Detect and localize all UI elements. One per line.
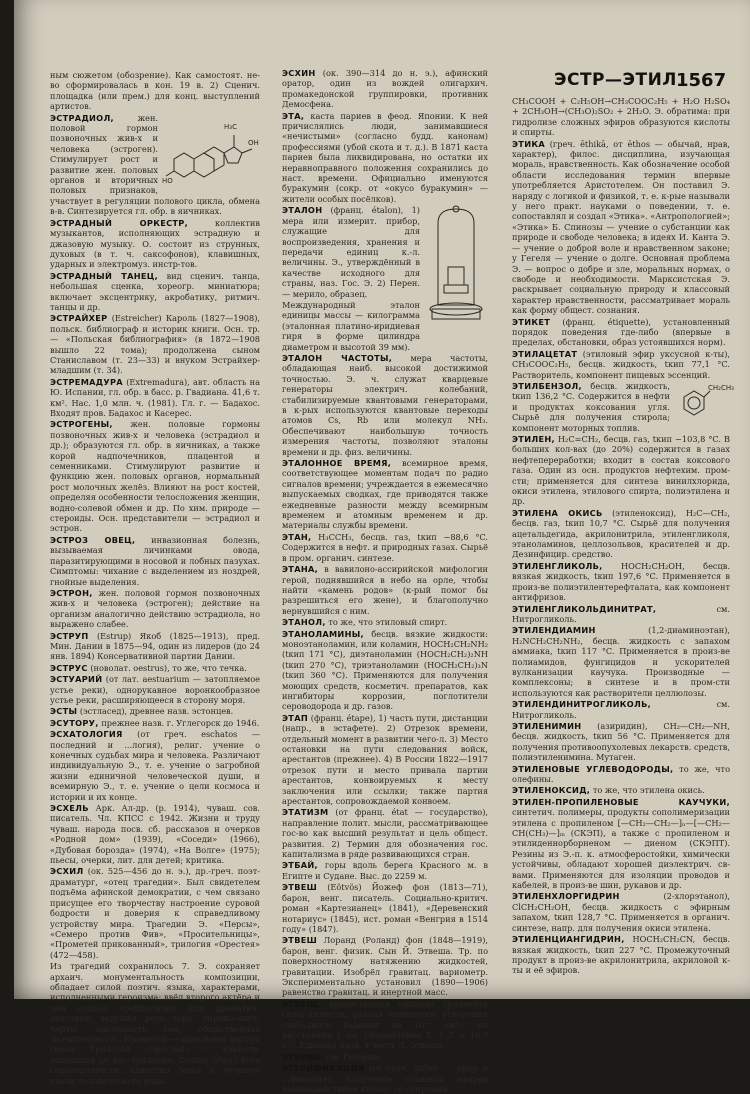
entry-text: (от лат. aestuarium — затопляемое устье реки), однорукавное воронкообразное устье реки, расширяющееся в сторону моря.	[50, 674, 260, 705]
dictionary-entry	[50, 961, 260, 1086]
entry-headword: ЭТА,	[282, 110, 305, 121]
entry-headword: ЭТИКА	[512, 138, 545, 149]
entry-headword: ЭТИЛЕНГЛИКОЛЬ,	[512, 560, 603, 571]
column-left	[50, 70, 261, 1086]
entry-headword: ЭСТРАЙХЕР	[50, 313, 108, 324]
dictionary-entry	[50, 663, 260, 673]
dictionary-entry	[512, 797, 730, 891]
entry-text: Международный эталон единицы массы — килограмма (эталонная платино-иридиевая гиря в форме цилиндра диаметром и высотой 39 мм).	[282, 299, 420, 352]
entry-text: (франц. étalon), 1) мера или измерит. прибор, служащие для воспроизведения, хранения и передачи единиц к.-л. величины. Э., утверждённый в качестве исходного для страны, наз. Гос. Э. 2) Перен. — мерило, образец.	[282, 205, 420, 299]
entry-text: HOCH₂CH₂OH, бесцв. вязкая жидкость, tкип 197,6 °C. Применяется в произ-ве полиэтилентерефталата, как компонент антифризов.	[512, 560, 730, 603]
entry-headword: ЭТИЛАЦЕТАТ	[512, 348, 578, 359]
entry-headword: ЭСТРЕМАДУРА	[50, 376, 123, 387]
entry-text: (Estrup) Якоб (1825—1913), пред. Мин. Дании в 1875—94, один из лидеров (до 24 янв. 1894) Консервативной партии Дании.	[50, 630, 260, 662]
entry-text: (ок. 525—456 до н. э.), др.-греч. поэт-драматург, «отец трагедии». Был свидетелем подъёма афинской демократии, с чем связано присущее его творчеству настроение суровой бодрости и доверия к справедливому устройству мира. Трагедии Э. «Персы», «Семеро против Фив», «Просительницы», «Прометей прикованный», трилогия «Орестея» (472—458).	[50, 866, 260, 960]
entry-headword: ЭТАН,	[282, 531, 312, 542]
entry-text: см. Нитрогликоль.	[512, 603, 730, 624]
dictionary-entry	[512, 764, 730, 785]
svg-text:CH₂CH₃: CH₂CH₃	[708, 383, 734, 392]
entry-headword: ЭТАНОЛАМИНЫ,	[282, 628, 364, 639]
entry-text: жен. половой гормон позвоночных жив-х и человека (эстроген); действие на организм аналогично действию эстрадиола, но выражено слабее.	[50, 587, 260, 630]
entry-headword: ЭСТРАДИОЛ,	[50, 112, 114, 123]
dictionary-entry	[512, 625, 730, 698]
entry-headword: ЭСТРАДНЫЙ ОРКЕСТР,	[50, 217, 188, 228]
dictionary-entry	[282, 617, 488, 627]
dictionary-entry	[50, 70, 260, 112]
entry-headword: ЭТИЛЕНА ОКИСЬ	[512, 507, 603, 518]
dictionary-entry	[512, 349, 730, 380]
entry-text: бесцв. жидкость, tкип 136,2 °C. Содержится в нефти и продуктах коксования угля. Сырьё для получения стирола; компонент моторных топлив.	[512, 380, 670, 433]
entry-text: HOCH₂CH₂CN, бесцв. вязкая жидкость, tкип 227 °C. Промежуточный продукт в произ-ве акрилонитрила, акриловой к-ты и её эфиров.	[512, 934, 730, 976]
dictionary-entry	[282, 1063, 488, 1094]
entry-text: ным сюжетом (обозрение). Как самостоят. не-во сформировалась в кон. 19 в. 2) Сценич. площадка (или прем.) для конц. выступлений артистов.	[50, 70, 260, 112]
dictionary-entry	[282, 882, 488, 934]
entry-text: синтетич. полимеры, продукты сополимеризации этилена с пропиленом [—CH₂—CH₂—]ₙ—[—CH₂—CH(CH₃)—]ₘ (СКЭП), а также с пропиленом и этилиденнорборненом — диеном (СКЭПТ). Резины из Э.-п. к. атмосферостойки, химически устойчивы, обладают хорошей диэлектрич. св-вами. Применяются для изоляции проводов и кабелей, в произ-ве шин, рукавов и др.	[512, 807, 730, 891]
entry-text: H₃CCH₃, бесцв. газ, tкип −88,6 °C. Содержится в нефт. и природных газах. Сырьё в пром. органич. синтезе.	[282, 531, 488, 563]
dictionary-entry	[50, 271, 260, 313]
entry-text: (от франц. état — государство), направление полит. мысли, рассматривающее гос-во как высший результат и цель общест. развития. 2) Термин для обозначения гос. капитализма в ряде развивающихся стран.	[282, 807, 488, 860]
entry-headword: ЭСХИН	[282, 68, 316, 78]
entry-text: (франц. étiquette), установленный порядок поведения где-либо (впервые в пределах, обстановки, образ устоявшихся норм).	[512, 316, 730, 348]
entry-headword: ЭТИЛЕН-ПРОПИЛЕНОВЫЕ КАУЧУКИ,	[512, 796, 730, 807]
entry-text: (ок. 390—314 до н. э.), афинский оратор, один из вождей олигархич. промакедонской группировки, противник Демосфена.	[282, 68, 489, 110]
entry-headword: ЭТИЛЕНЦИАНГИДРИН,	[512, 934, 625, 945]
entry-text: Лоранд (Роланд) фон (1848—1919), барон, венг. физик. Сын Й. Этвеша. Тр. по поверхностному натяжению жидкостей, гравитации. Изобрёл гравитац. вариометр. Экспериментально установил (1890—1906) равенство гравитац. и инертной масс.	[282, 935, 489, 998]
page-number: 1567	[676, 70, 727, 91]
entry-text: (греч. ēthikā, от ēthos — обычай, нрав, характер), филос. дисциплина, изучающая мораль, нравственность. Как обозначение особой области исследования термин впервые употребляется Аристотелем. Он поставил Э. наряду с логикой и физикой, т. е. к-рые называли у него практ. науками о поведении, т. е. сопоставлял и создал «Этика». «Антропологией»; «Этика» Б. Спинозы — учение о субстанции как природе и свободе человека; в идеях И. Канта Э. — учение о доброй воле и нравственном законе; у Гегеля — учение о долге. Основная проблема Э. — вопрос о добре и зле, моральных нормах, о свободе и необходимости. Марксистская Э. раскрывает социальную природу и классовый характер нравственности, рассматривает мораль как форму общест. сознания.	[512, 138, 730, 316]
estradiol-structure-figure	[162, 113, 260, 185]
dictionary-entry	[282, 999, 488, 1051]
entry-headword: ЭСТРОН,	[50, 587, 93, 598]
entry-headword: ЭТИЛЕНОВЫЕ УГЛЕВОДОРОДЫ,	[512, 763, 674, 774]
entry-text: см. Гетерии.	[326, 1051, 382, 1062]
entry-headword: ЭТИЛЕНИМИН	[512, 720, 582, 731]
dictionary-entry	[512, 785, 730, 795]
dictionary-entry	[282, 935, 488, 997]
dictionary-entry	[50, 866, 260, 960]
entry-headword: ЭТИЛЕНГЛИКОЛЬДИНИТРАТ,	[512, 603, 657, 614]
ethylbenzene-structure-figure	[674, 381, 734, 421]
entry-text: (Estreicher) Кароль (1827—1908), польск. библиограф и историк книги. Осн. тр. — «Польская библиография» (в 1872—1908 вышло 22 тома); продолжена сыном Станиславом (т. 23—33) и внуком Эстрайхер-младшим (т. 34).	[50, 313, 260, 376]
entry-headword: ЭТИЛЕНДИНИТРОГЛИКОЛЬ,	[512, 699, 652, 710]
dictionary-entry	[50, 588, 260, 630]
entry-headword: ЭСТРУС	[50, 662, 88, 673]
dictionary-entry	[50, 313, 260, 375]
running-header: ЭСТР—ЭТИЛ	[554, 70, 677, 90]
entry-headword: ЭТАТИЗМ	[282, 807, 329, 818]
dictionary-entry	[512, 139, 730, 316]
dictionary-entry	[512, 380, 734, 433]
entry-headword: ЭСУТОРУ,	[50, 717, 99, 728]
entry-text: жен. половой гормон позвоночных жив-х и человека (эстроген). Стимулирует рост и развитие жен. половых органов и вторичных половых признаков, участвует в регуляции полового цикла, обмена в-в. Синтезируется гл. обр. в яичниках.	[50, 112, 260, 217]
entry-text: CH₃COOH + C₂H₅OH→CH₃COOC₂H₅ + H₂O H₂SO₄ + 2CH₃OH→(CH₃O)₂SO₂ + 2H₂O. Э. обратима: при гидролизе сложных эфиров образуются кислоты и спирты.	[512, 96, 730, 138]
dictionary-entry	[50, 803, 260, 865]
entry-headword: ЭСТУАРИЙ	[50, 674, 103, 685]
entry-headword: ЭТБАЙ,	[282, 860, 318, 871]
entry-text: внесистемная единица градиента силы тяжести, равная изменению ускорения свободного падения на 10⁻⁹ см/с² на расстоянии 1 см. Обозначение Е. 1 Е = 10⁻⁹ с⁻². Единица назв. в честь Л. Этвеша.	[282, 998, 488, 1051]
entry-headword: ЭСТРУП	[50, 630, 89, 641]
entry-text: (от греч. aither — эфир и ...фикация), получение сложных эфиров взаимодействием кислот со спиртами:	[282, 1063, 488, 1094]
dictionary-entry	[50, 718, 260, 728]
dictionary-entry	[512, 96, 730, 138]
entry-text: инвазионная болезнь, вызываемая личинками овода, паразитирующими в носовой и лобных пазухах. Симптомы: чихание с выделением из ноздрей, гнойные выделения.	[50, 534, 260, 587]
dictionary-entry	[512, 891, 730, 933]
entry-headword: ЭТИЛЕНОКСИД,	[512, 785, 591, 796]
svg-text:OH: OH	[248, 138, 259, 147]
dictionary-entry	[50, 631, 260, 662]
dictionary-entry	[50, 218, 260, 270]
entry-text: Арк. Ал-др. (р. 1914), чуваш. сов. писатель. Чл. КПСС с 1942. Жизни и труду чуваш. народа посв. сб. рассказов и очерков «Родной дом» (1939), «Соседи» (1966), «Дубовая борозда» (1974), «На Волге» (1975); пьесы, очерки, лит. для детей; критика.	[50, 803, 260, 866]
dictionary-entry	[282, 807, 488, 859]
dictionary-entry	[512, 934, 730, 976]
entry-text: мера частоты, обладающая наиб. высокой достижимой точностью. Э. ч. служат кварцевые генераторы электрич. колебаний, стабилизируемые квантовыми генераторами, в к-рых используются квантовые переходы атомов Cs, Rb или молекул NH₃. Обеспечивают наибольшую точность измерения частоты, позволяют эталоны времени и др. физ. величины.	[282, 352, 488, 457]
entry-text: (Eötvös) Йожеф фон (1813—71), барон, венг. писатель. Социально-критич. роман «Картезианец» (1841), «Деревенский нотариус» (1845), ист. роман «Венгрия в 1514 году» (1847).	[282, 882, 489, 934]
entry-headword: ЭСТРОГЕНЫ,	[50, 419, 113, 430]
entry-headword: ЭСХИЛ	[50, 866, 84, 877]
entry-text: бесцв. вязкие жидкости: моноэтаноламин, или коламин, HOCH₂CH₂NH₂ (tкип 171 °C), диэтаноламин (HOCH₂CH₂)₂NH (tкип 270 °C), триэтаноламин (HOCH₂CH₂)₃N (tкип 360 °C). Применяются для получения моющих средств, косметич. препаратов, как ингибиторы коррозии, поглотители сероводорода и др. газов.	[282, 628, 488, 712]
entry-headword: ЭСТЫ	[50, 706, 78, 717]
entry-headword: ЭТИЛЕНДИАМИН	[512, 625, 596, 636]
entry-text: вид сценич. танца, небольшая сценка, хореогр. миниатюра; включает эксцентрику, акробатику, ритмич. танцы и др.	[50, 270, 260, 312]
column-right	[512, 96, 734, 976]
entry-text: (новолат. oestrus), то же, что течка.	[90, 662, 247, 673]
entry-text: каста париев в феод. Японии. К ней причислялись люди, занимавшиеся «нечистыми» (согласно будд. канонам) профессиями (убой скота и т. д.). В 1871 каста париев была ликвидирована, но остатки их неравноправного положения сохранились до наст. времени. Официально именуются буракумин (сокр. от «окусо буракумин» — жители особых посёлков).	[282, 110, 488, 204]
entry-text: (Extremadura), авт. область на Ю. Испании, гл. обр. в басс. р. Гвадиана. 41,6 т. км². Нас. 1,0 млн. ч. (1981). Гл. г. — Бадахос. Входят пров. Бадахос и Касерес.	[50, 376, 261, 418]
entry-text: (2-хлорэтанол), ClCH₂CH₂OH, бесцв. жидкость с эфирным запахом, tкип 128,7 °C. Применяется в органич. синтезе, напр. для получения окиси этилена.	[512, 891, 730, 933]
entry-text: Из трагедий сохранилось 7. Э. сохраняет архаич. монументальность композиции, обладает силой поэтич. языка, характерами, исполненными героизма; ввёл второго актёра и тем создал предпосылки для драматич. действия; ведущая роль хора, лирико-эпич. черты, значимость тем, общественная значительность. Прометей — идеальная фигура героя. Трилогия «Орестея» — единств. дошедшая до нас трилогия. Создан образ бога справедливости, единство Зевса и лучшего удела человеческого рода.	[50, 961, 260, 1086]
entry-headword: ЭТАЛОН ЧАСТОТЫ,	[282, 352, 393, 363]
dictionary-entry	[512, 604, 730, 625]
entry-headword: ЭСХАТОЛОГИЯ	[50, 729, 123, 740]
dictionary-entry	[512, 721, 730, 763]
dictionary-entry	[282, 205, 488, 299]
entry-text: H₂C=CH₂, бесцв. газ, tкип −103,8 °C. В больших кол-вах (до 20%) содержится в газах нефтепереработки; входит в состав коксового газа. Один из осн. продуктов нефтехим. пром-сти; применяется для синтеза винилхлорида, окиси этилена, этилового спирта, полиэтилена и др.	[512, 434, 730, 507]
dictionary-entry	[512, 561, 730, 603]
entry-headword: ЭТВЕШ	[282, 882, 318, 893]
entry-text: (эстласед), древнее назв. эстонцев.	[79, 706, 234, 717]
entry-headword: ЭТВЕШ,	[282, 998, 321, 1009]
svg-text:H₃C: H₃C	[224, 122, 237, 131]
entry-text: см. Нитрогликоль.	[512, 699, 730, 720]
entry-headword: ЭТИЛЕНХЛОРГИДРИН	[512, 891, 620, 902]
entry-headword: ЭТАП	[282, 712, 308, 723]
dictionary-entry	[282, 353, 488, 457]
entry-headword: ЭСХЕЛЬ	[50, 803, 89, 814]
dictionary-entry	[282, 1052, 488, 1062]
dictionary-entry	[50, 377, 260, 419]
dictionary-entry	[282, 111, 488, 205]
dictionary-entry	[282, 458, 488, 531]
dictionary-entry	[282, 68, 488, 110]
dictionary-entry	[282, 532, 488, 563]
entry-headword: ЭСТРОЗ ОВЕЦ,	[50, 534, 136, 545]
entry-headword: ЭТАНОЛ,	[282, 617, 326, 628]
svg-text:HO: HO	[162, 176, 173, 185]
entry-text: то же, что этилена окись.	[592, 785, 705, 796]
entry-text: прежнее назв. г. Углегорск до 1946.	[101, 717, 260, 728]
column-middle	[282, 68, 489, 1094]
entry-text: (этиловый эфир уксусной к-ты), CH₃COOC₂H₅, бесцв. жидкость, tкип 77,1 °C. Растворитель, компонент пищевых эссенций.	[512, 348, 730, 380]
entry-text: (от греч. eschatos — последний и ...логия), религ. учение о конечных судьбах мира и человека. Различают индивидуальную Э., т. е. учение о загробной жизни единичной человеческой души, и всемирную Э., т. е. учение о цели космоса и истории и их конце.	[50, 729, 261, 802]
dictionary-entry	[282, 860, 488, 881]
entry-text: (1,2-диаминоэтан), H₂NCH₂CH₂NH₂, бесцв. жидкость с запахом аммиака, tкип 117 °C. Применяется в произ-ве полиамидов, фунгицидов и ускорителей вулканизации каучука. Производные — комплексоны; в синтезе и в пром-сти используются как растворители целлюлозы.	[512, 625, 730, 698]
entry-text: то же, что этиловый спирт.	[328, 617, 448, 628]
entry-text: жен. половые гормоны позвоночных жив-х и человека (эстрадиол и др.); образуются гл. обр. в яичниках, а также корой надпочечников, плацентой и семенниками. Стимулируют развитие и функцию жен. половых органов, нормальный рост молочных желёз. Влияют на рост костей, определяя особенности телосложения женщин, водно-солевой обмен и др. По хим. природе — стероиды. Осн. представители — эстрадиол и эстрон.	[50, 419, 260, 534]
dictionary-entry	[282, 629, 488, 712]
entry-headword: ЭТАЛОН	[282, 205, 323, 216]
entry-headword: ЭСТРАДНЫЙ ТАНЕЦ,	[50, 270, 159, 281]
entry-text: (франц. étape), 1) часть пути, дистанции (напр., в эстафете). 2) Отрезок времени, отдельный момент в развитии чего-л. 3) Место остановки на пути следования войск, арестантов (прежнее). 4) В России 1822—1917 отрезок пути и место привала партии арестантов, конвоируемых к месту заключения или ссылки; также партия арестантов, сопровождаемой конвоем.	[282, 712, 489, 807]
dictionary-entry	[50, 113, 260, 217]
entry-text: всемирное время, соответствующее моментам подач по радио сигналов времени; учреждается в ежемесячно выпускаемых сводках, где приводятся также ежедневные разности между всемирным временем и атомным временем и др. материалы службы времени.	[282, 458, 488, 531]
entry-text: горы вдоль берега Красного м. в Египте и Судане. Выс. до 2259 м.	[282, 860, 488, 881]
dictionary-entry	[282, 713, 488, 807]
dictionary-entry	[282, 564, 488, 616]
dictionary-entry	[50, 729, 260, 802]
entry-text: в вавилоно-ассирийской мифологии герой, поднявшийся в небо на орле, чтобы найти «камень родов» (к-рый помог бы разрешиться его жене), и благополучно вернувшийся с ним.	[282, 564, 488, 616]
dictionary-entry	[50, 419, 260, 533]
dictionary-entry	[50, 674, 260, 705]
entry-text: (этиленоксид), H₂C—CH₂, бесцв. газ, tкип 10,7 °C. Сырьё для получения ацетальдегида, акрилонитрила, этиленгликоля, этаноламинов, целлозольвов, красителей и др. Дезинфицир. средство.	[512, 507, 730, 560]
dictionary-entry	[512, 508, 730, 560]
entry-headword: ЭТИЛЕН,	[512, 434, 555, 444]
dictionary-entry	[512, 317, 730, 348]
entry-headword: ЭТЕРИФИКАЦИЯ	[282, 1063, 365, 1074]
dictionary-entry	[512, 699, 730, 720]
entry-headword: ЭТВЕШ	[282, 935, 318, 946]
entry-headword: ЭТЕРИИ,	[282, 1051, 325, 1062]
entry-headword: ЭТИКЕТ	[512, 316, 551, 327]
entry-headword: ЭТАНА,	[282, 564, 319, 575]
kilogram-standard-figure	[424, 205, 488, 337]
entry-text: (азиридин), CH₂—CH₂—NH, бесцв. жидкость, tкип 56 °C. Применяется для получения противоопухолевых лекарств. средств, полиэтиленимина. Мутаген.	[512, 720, 730, 763]
entry-text: коллектив музыкантов, исполняющих эстрадную и джазовую музыку. О. состоит из струнных, духовых (в т. ч. саксофонов), клавишных, ударных и электромуз. инстр-тов.	[50, 217, 260, 270]
dictionary-entry	[50, 706, 260, 716]
dictionary-entry	[50, 535, 260, 587]
entry-headword: ЭТИЛБЕНЗОЛ,	[512, 380, 582, 391]
entry-headword: ЭТАЛОННОЕ ВРЕМЯ,	[282, 458, 392, 469]
entry-text: то же, что олефины.	[512, 763, 730, 784]
dictionary-entry	[512, 434, 730, 507]
dictionary-page	[14, 0, 750, 1094]
